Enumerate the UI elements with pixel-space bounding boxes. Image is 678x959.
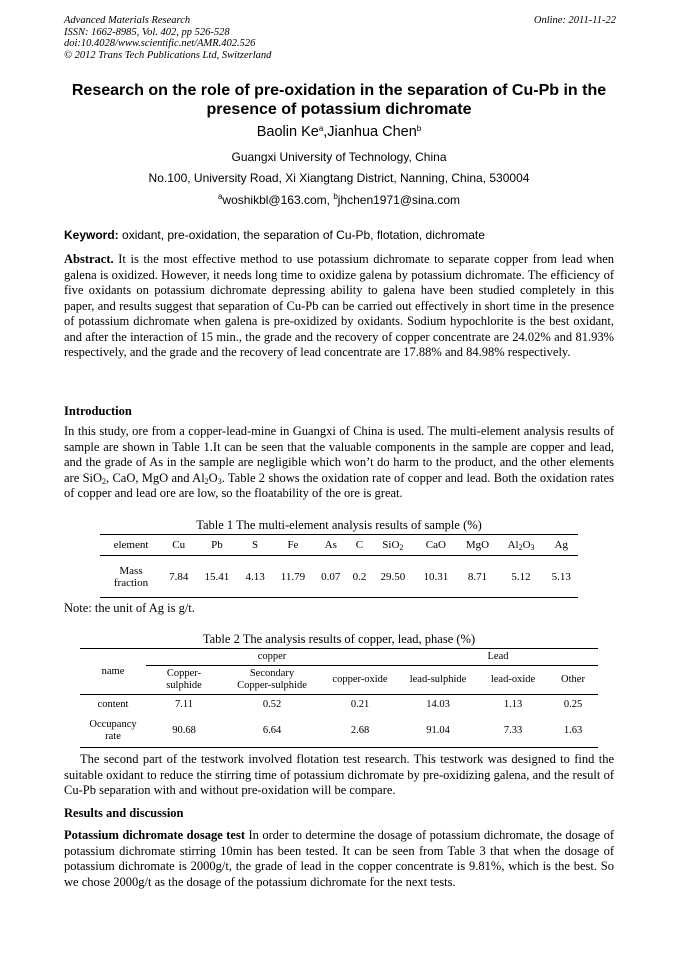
author-2: Jianhua Chen [327,124,417,140]
email-a: woshikbl@163.com, [222,193,334,207]
t2-cell: 2.68 [322,715,398,748]
t2-cell: 90.68 [146,715,222,748]
t2-col-secondary-l1: Secondary [249,668,295,679]
table-2 [80,648,598,748]
table-2-header-row [80,666,598,695]
t1-col-ag: Ag [544,535,578,556]
t1-col-pb: Pb [195,535,238,556]
t1-o-sub: 3 [530,543,535,552]
keyword-text: oxidant, pre-oxidation, the separation of Cu-Pb, flotation, dichromate [118,228,485,242]
paper-title: Research on the role of pre-oxidation in the separation of Cu-Pb in the presence of potassium dichromate [71,82,607,118]
t1-cell: 4.13 [238,556,271,598]
t2-cell: 1.13 [503,699,523,710]
intro-part-2: , CaO, MgO and Al [106,470,205,485]
dosage-text: In order to determine the dosage of potassium dichromate, the dosage of potassium dichromate stirring 10min has been tested. It can be seen from Table 3 that when the dosage of potassium dichromate is 2000g/t, the grade of lead in the copper concentrate is 9.81%, which is the best. So we chose 2000g/t as the dosage of the potassium dichromate for the next tests. [64,828,614,889]
keyword-label: Keyword: [64,228,119,242]
t1-col-c: C [348,535,372,556]
introduction-heading: Introduction [64,404,132,418]
author-1: Baolin Ke [256,124,319,140]
t2-col-lead-oxide: lead-oxide [478,666,548,695]
table-2-group-row [80,649,598,666]
intro-sub-2: 2 [204,476,209,486]
keyword-line [64,228,616,242]
t2-cell: 0.21 [350,699,370,710]
t1-col-fe: Fe [272,535,314,556]
intro-part-3: O [208,470,218,485]
issn-line: ISSN: 1662-8985, Vol. 402, pp 526-528 [64,26,230,38]
t1-sio2-sub: 2 [399,543,404,552]
author-2-sup: b [416,124,422,133]
results-heading: Results and discussion [64,806,184,820]
author-1-sup: a [318,124,324,133]
t1-cell: 5.13 [544,556,578,598]
intro-sub-3: 3 [217,476,222,486]
t1-row-label [100,556,162,598]
t2-cell: 14.03 [426,699,450,710]
abstract-label: Abstract. [64,252,114,266]
t2-col-copper-oxide: copper-oxide [322,666,398,695]
t2-col-other: Other [548,666,598,695]
t1-sio2-text: SiO [382,539,400,551]
t1-cell: 8.71 [457,556,497,598]
t1-col-sio2 [371,535,414,556]
intro-part-1: In this study, ore from a copper-lead-mine in Guangxi of China is used. The multi-element analysis results of sample are shown in Table 1.It can be seen that the valuable components in the sample are copper and lead, and the grade of As in the sample are negligible which won’t do harm to the product, and the other elements are SiO [64,424,614,485]
t2-row-label-l2: rate [105,731,121,742]
t1-cell: 10.31 [414,556,457,598]
t2-cell: 0.52 [262,699,282,710]
email-a-sup: a [217,192,223,201]
t1-al-text: Al [507,539,519,551]
t1-al-sub: 2 [518,543,523,552]
t1-col-as: As [314,535,347,556]
t1-row-label-line-1: Mass [119,564,143,577]
table-2-caption: Table 2 The analysis results of copper, lead, phase (%) [202,632,476,646]
table-1-note: Note: the unit of Ag is g/t. [64,601,195,615]
table-2-row-content [80,695,598,716]
intro-part-4: . Table 2 shows the oxidation rate of copper and lead. Both the oxidation rates of copper and lead ore are low, so the floatability of the ore is great. [64,470,615,500]
intro-sub-1: 2 [102,476,107,486]
t2-col-copper-sulphide-l1: Copper- [166,668,202,679]
author-separator: , [323,124,328,140]
email-b: jhchen1971@sina.com [337,193,461,207]
author-line [0,124,678,140]
t1-row-label-line-2: fraction [113,576,149,589]
t1-o-text: O [522,539,531,551]
introduction-paragraph [64,424,614,502]
t2-row-label: content [97,699,129,710]
affiliation-line-2: No.100, University Road, Xi Xiangtang District, Nanning, China, 530004 [148,171,530,185]
t2-col-copper-sulphide [146,666,222,695]
journal-name: Advanced Materials Research [64,15,191,26]
t2-col-lead-sulphide: lead-sulphide [398,666,478,695]
t1-col-cu: Cu [162,535,195,556]
table-2-row-occupancy [80,715,598,748]
t2-group-copper: copper [146,649,398,666]
online-date: Online: 2011-11-22 [533,15,616,26]
t2-col-secondary-l2: Copper-sulphide [237,680,307,691]
t2-col-copper-sulphide-l2: sulphide [166,680,202,691]
t2-row-label-l1: Occupancy [89,719,137,730]
t2-cell: 7.11 [175,699,193,710]
affiliation-line-1: Guangxi University of Technology, China [231,150,447,164]
table-1-caption: Table 1 The multi-element analysis results of sample (%) [196,518,482,532]
email-b-sup: b [333,192,338,201]
abstract [64,252,614,361]
table-1 [100,534,578,598]
t2-cell: 1.63 [548,715,598,748]
t1-cell: 0.2 [348,556,372,598]
t1-col-element: element [100,535,162,556]
t1-cell: 0.07 [314,556,347,598]
t2-cell: 6.64 [222,715,322,748]
abstract-text: It is the most effective method to use potassium dichromate to separate copper from lead when galena is oxidized. However, it needs long time to oxidize galena by potassium dichromate. The efficiency of five oxidants on potassium dichromate depressing ability to galena have been studied completely in this paper, and results suggest that separation of Cu-Pb can be carried out effectively in short time in the presence of potassium dichromate when galena is pre-oxidized by oxidants. Sodium hypochlorite is the best oxidant, and after the interaction of 15 min., the grade and the recovery of copper concentrate are 24.02% and 81.93% respectively, and the grade and the recovery of lead concentrate are 17.88% and 84.98% respectively. [64,252,614,359]
t1-cell: 5.12 [498,556,545,598]
journal-header [64,15,271,61]
t1-cell: 15.41 [195,556,238,598]
second-part-paragraph: The second part of the testwork involved flotation test research. This testwork was designed to find the suitable oxidant to reduce the stirring time of potassium dichromate by pre-oxidizing galena, and the result of Cu-Pb separation with and without pre-oxidation will be compare. [64,752,614,797]
t1-col-s: S [238,535,271,556]
copyright-line: © 2012 Trans Tech Publications Ltd, Switzerland [64,49,272,61]
t2-cell: 0.25 [563,699,583,710]
t1-col-al2o3 [498,535,545,556]
t2-col-secondary [222,666,322,695]
t1-cell: 29.50 [371,556,414,598]
t2-group-lead: Lead [398,649,598,666]
t1-col-cao: CaO [414,535,457,556]
t2-cell: 91.04 [398,715,478,748]
dosage-label: Potassium dichromate dosage test [64,828,246,842]
dosage-paragraph [64,828,614,890]
t1-cell: 11.79 [272,556,314,598]
doi-line: doi:10.4028/www.scientific.net/AMR.402.526 [64,38,256,49]
email-line [0,193,678,207]
t2-cell: 7.33 [478,715,548,748]
table-1-header-row [100,535,578,556]
t2-col-name: name [80,649,146,695]
table-1-data-row [100,556,578,598]
t1-cell: 7.84 [162,556,195,598]
t2-row-label [80,715,146,748]
t1-col-mgo: MgO [457,535,497,556]
